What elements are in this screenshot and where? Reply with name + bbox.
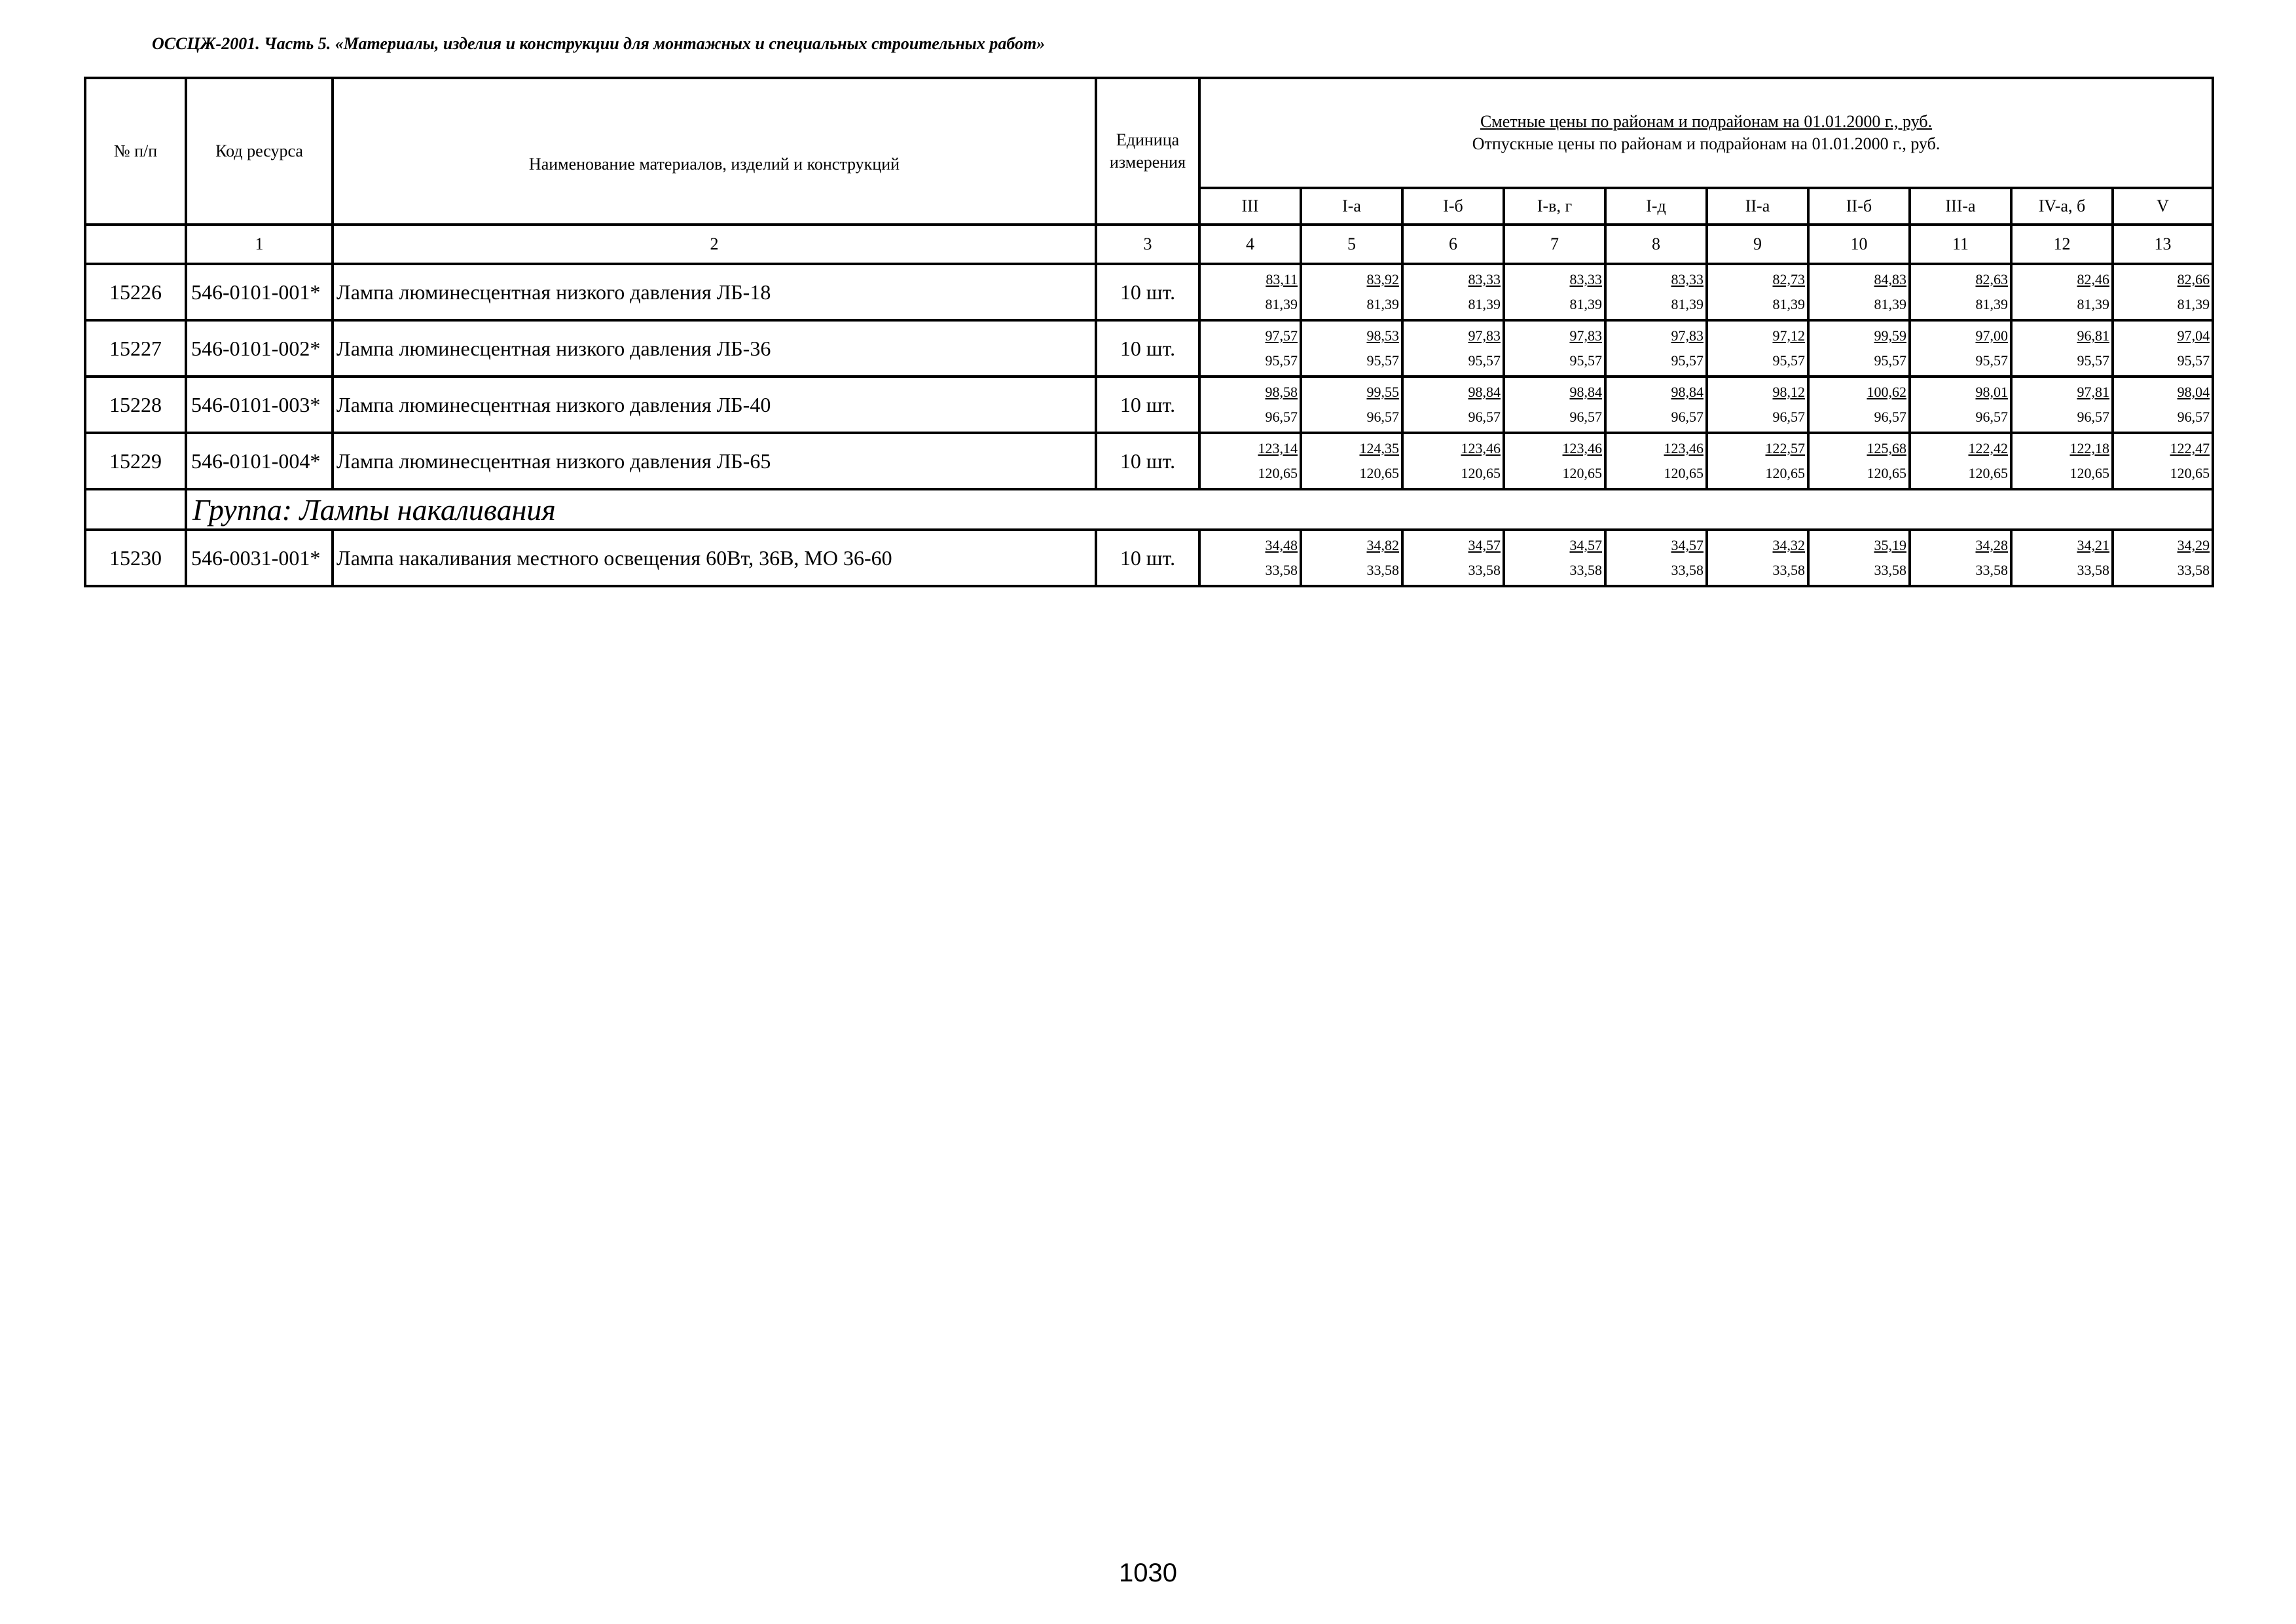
- estimate-price: 83,11: [1266, 271, 1298, 287]
- price-cell: [1199, 530, 1301, 586]
- price-cell: [2113, 264, 2213, 320]
- price-cell: [1504, 433, 1605, 489]
- release-price: 81,39: [1265, 296, 1298, 312]
- header-region: I-б: [1402, 188, 1504, 225]
- estimate-price: 98,12: [1772, 384, 1805, 400]
- header-code: Код ресурса: [186, 78, 333, 225]
- release-price: 95,57: [1468, 352, 1501, 369]
- estimate-price: 122,47: [2170, 440, 2210, 456]
- group-row: [85, 489, 2213, 530]
- release-price: 95,57: [1874, 352, 1906, 369]
- estimate-price: 122,18: [2069, 440, 2109, 456]
- price-cell: [2011, 377, 2113, 433]
- release-price: 95,57: [1569, 352, 1602, 369]
- header-unit: Единица измерения: [1096, 78, 1199, 225]
- estimate-price: 82,73: [1772, 271, 1805, 287]
- estimate-price: 82,46: [2077, 271, 2109, 287]
- price-cell: [1808, 530, 1910, 586]
- price-cell: [2011, 530, 2113, 586]
- release-price: 81,39: [1569, 296, 1602, 312]
- column-number: 7: [1504, 225, 1605, 264]
- header-region: I-в, г: [1504, 188, 1605, 225]
- column-numbers-row: [85, 225, 2213, 264]
- release-price: 120,65: [1461, 465, 1501, 481]
- estimate-price: 83,92: [1366, 271, 1399, 287]
- release-price: 81,39: [1366, 296, 1399, 312]
- release-price: 33,58: [1468, 562, 1501, 578]
- release-price: 95,57: [1772, 352, 1805, 369]
- table-row: [85, 433, 2213, 489]
- release-price: 96,57: [2077, 409, 2109, 425]
- estimate-price: 97,04: [2177, 327, 2210, 344]
- resource-code: 546-0101-003*: [186, 377, 333, 433]
- estimate-price: 97,83: [1468, 327, 1501, 344]
- column-number: 11: [1910, 225, 2011, 264]
- release-price: 81,39: [1772, 296, 1805, 312]
- release-price: 95,57: [2177, 352, 2210, 369]
- group-row-empty: [85, 489, 186, 530]
- estimate-price: 97,12: [1772, 327, 1805, 344]
- material-name: Лампа люминесцентная низкого давления ЛБ-18: [333, 264, 1096, 320]
- estimate-price: 98,53: [1366, 327, 1399, 344]
- price-cell: [1808, 433, 1910, 489]
- column-number: 1: [186, 225, 333, 264]
- price-cell: [1910, 530, 2011, 586]
- price-cell: [2011, 264, 2113, 320]
- estimate-price: 97,81: [2077, 384, 2109, 400]
- row-number: 15226: [85, 264, 186, 320]
- row-number: 15230: [85, 530, 186, 586]
- column-number: 3: [1096, 225, 1199, 264]
- estimate-price: 34,28: [1975, 537, 2008, 553]
- document-header: ОССЦЖ-2001. Часть 5. «Материалы, изделия и конструкции для монтажных и специальных строительных работ»: [152, 34, 1046, 53]
- row-number: 15227: [85, 320, 186, 377]
- release-price: 81,39: [2077, 296, 2109, 312]
- table-row: [85, 320, 2213, 377]
- release-price: 81,39: [1671, 296, 1704, 312]
- price-cell: [1605, 320, 1707, 377]
- price-cell: [1301, 433, 1402, 489]
- column-number: 8: [1605, 225, 1707, 264]
- estimate-price: 123,46: [1562, 440, 1602, 456]
- estimate-price: 98,84: [1468, 384, 1501, 400]
- release-price: 33,58: [1366, 562, 1399, 578]
- price-cell: [1402, 377, 1504, 433]
- column-number: 10: [1808, 225, 1910, 264]
- estimate-price: 97,83: [1671, 327, 1704, 344]
- release-price: 120,65: [1968, 465, 2008, 481]
- price-cell: [1402, 264, 1504, 320]
- header-price-group: [1199, 78, 2213, 188]
- column-number: 12: [2011, 225, 2113, 264]
- release-price: 33,58: [1772, 562, 1805, 578]
- price-cell: [2113, 433, 2213, 489]
- estimate-price: 122,42: [1968, 440, 2008, 456]
- release-price: 120,65: [1562, 465, 1602, 481]
- estimate-price: 100,62: [1867, 384, 1906, 400]
- price-cell: [1707, 377, 1808, 433]
- release-price: 96,57: [1975, 409, 2008, 425]
- price-cell: [1402, 530, 1504, 586]
- price-cell: [1808, 377, 1910, 433]
- price-cell: [1808, 264, 1910, 320]
- release-price: 81,39: [1975, 296, 2008, 312]
- release-price: 95,57: [1975, 352, 2008, 369]
- release-price: 120,65: [1867, 465, 1906, 481]
- header-region: I-д: [1605, 188, 1707, 225]
- estimate-price: 83,33: [1569, 271, 1602, 287]
- price-cell: [1707, 433, 1808, 489]
- release-price: 96,57: [1772, 409, 1805, 425]
- estimate-price: 97,00: [1975, 327, 2008, 344]
- release-price: 120,65: [1359, 465, 1399, 481]
- table-row: [85, 377, 2213, 433]
- estimate-price: 82,63: [1975, 271, 2008, 287]
- row-number: 15228: [85, 377, 186, 433]
- price-cell: [2113, 320, 2213, 377]
- estimate-price: 34,57: [1671, 537, 1704, 553]
- release-price: 33,58: [1569, 562, 1602, 578]
- price-cell: [1402, 433, 1504, 489]
- release-price: 81,39: [1468, 296, 1501, 312]
- release-price: 96,57: [1265, 409, 1298, 425]
- price-cell: [1605, 530, 1707, 586]
- material-name: Лампа люминесцентная низкого давления ЛБ-40: [333, 377, 1096, 433]
- release-price: 120,65: [1258, 465, 1298, 481]
- price-cell: [1301, 264, 1402, 320]
- price-cell: [1808, 320, 1910, 377]
- release-price: 95,57: [2077, 352, 2109, 369]
- price-cell: [1605, 377, 1707, 433]
- estimate-price: 98,01: [1975, 384, 2008, 400]
- price-cell: [1402, 320, 1504, 377]
- estimate-price: 99,59: [1874, 327, 1906, 344]
- price-cell: [1707, 320, 1808, 377]
- estimate-price: 34,82: [1366, 537, 1399, 553]
- estimate-price: 98,58: [1265, 384, 1298, 400]
- release-price: 96,57: [1366, 409, 1399, 425]
- estimate-price: 34,21: [2077, 537, 2109, 553]
- header-price-estimate: Сметные цены по районам и подрайонам на 01.01.2000 г., руб.: [1480, 112, 1933, 131]
- estimate-price: 34,57: [1468, 537, 1501, 553]
- release-price: 81,39: [1874, 296, 1906, 312]
- column-number: 4: [1199, 225, 1301, 264]
- unit-of-measure: 10 шт.: [1096, 377, 1199, 433]
- header-region: IV-а, б: [2011, 188, 2113, 225]
- price-cell: [1504, 320, 1605, 377]
- header-region: V: [2113, 188, 2213, 225]
- estimate-price: 98,84: [1569, 384, 1602, 400]
- price-cell: [2011, 433, 2113, 489]
- estimate-price: 34,29: [2177, 537, 2210, 553]
- estimate-price: 96,81: [2077, 327, 2109, 344]
- price-cell: [1910, 377, 2011, 433]
- release-price: 33,58: [1975, 562, 2008, 578]
- header-region: II-а: [1707, 188, 1808, 225]
- price-cell: [1707, 530, 1808, 586]
- material-name: Лампа накаливания местного освещения 60Вт, 36В, МО 36-60: [333, 530, 1096, 586]
- resource-code: 546-0031-001*: [186, 530, 333, 586]
- release-price: 81,39: [2177, 296, 2210, 312]
- header-region: III-а: [1910, 188, 2011, 225]
- price-cell: [1199, 264, 1301, 320]
- estimate-price: 82,66: [2177, 271, 2210, 287]
- price-cell: [1504, 377, 1605, 433]
- price-cell: [2113, 530, 2213, 586]
- estimate-price: 84,83: [1874, 271, 1906, 287]
- price-cell: [1910, 264, 2011, 320]
- price-cell: [2113, 377, 2213, 433]
- price-cell: [1910, 320, 2011, 377]
- unit-of-measure: 10 шт.: [1096, 320, 1199, 377]
- estimate-price: 122,57: [1765, 440, 1805, 456]
- release-price: 120,65: [1664, 465, 1704, 481]
- release-price: 120,65: [2170, 465, 2210, 481]
- header-region: I-а: [1301, 188, 1402, 225]
- estimate-price: 83,33: [1671, 271, 1704, 287]
- price-cell: [1199, 320, 1301, 377]
- resource-code: 546-0101-004*: [186, 433, 333, 489]
- price-cell: [1301, 377, 1402, 433]
- release-price: 96,57: [1671, 409, 1704, 425]
- price-table: [84, 77, 2214, 587]
- release-price: 95,57: [1366, 352, 1399, 369]
- estimate-price: 97,83: [1569, 327, 1602, 344]
- unit-of-measure: 10 шт.: [1096, 530, 1199, 586]
- estimate-price: 124,35: [1359, 440, 1399, 456]
- header-num: № п/п: [85, 78, 186, 225]
- price-cell: [1199, 433, 1301, 489]
- estimate-price: 98,04: [2177, 384, 2210, 400]
- column-number: 2: [333, 225, 1096, 264]
- material-name: Лампа люминесцентная низкого давления ЛБ-65: [333, 433, 1096, 489]
- estimate-price: 125,68: [1867, 440, 1906, 456]
- column-number: 13: [2113, 225, 2213, 264]
- estimate-price: 34,32: [1772, 537, 1805, 553]
- price-cell: [1199, 377, 1301, 433]
- table-row: [85, 530, 2213, 586]
- release-price: 120,65: [1765, 465, 1805, 481]
- release-price: 96,57: [1874, 409, 1906, 425]
- price-cell: [1605, 264, 1707, 320]
- resource-code: 546-0101-002*: [186, 320, 333, 377]
- estimate-price: 123,46: [1461, 440, 1501, 456]
- estimate-price: 99,55: [1366, 384, 1399, 400]
- release-price: 96,57: [2177, 409, 2210, 425]
- estimate-price: 83,33: [1468, 271, 1501, 287]
- column-number-empty: [85, 225, 186, 264]
- resource-code: 546-0101-001*: [186, 264, 333, 320]
- release-price: 95,57: [1671, 352, 1704, 369]
- estimate-price: 97,57: [1265, 327, 1298, 344]
- price-cell: [1301, 530, 1402, 586]
- header-name: Наименование материалов, изделий и конструкций: [333, 78, 1096, 225]
- column-number: 5: [1301, 225, 1402, 264]
- price-cell: [1504, 530, 1605, 586]
- row-number: 15229: [85, 433, 186, 489]
- material-name: Лампа люминесцентная низкого давления ЛБ-36: [333, 320, 1096, 377]
- release-price: 33,58: [1874, 562, 1906, 578]
- unit-of-measure: 10 шт.: [1096, 264, 1199, 320]
- header-price-release: Отпускные цены по районам и подрайонам на 01.01.2000 г., руб.: [1472, 134, 1941, 153]
- estimate-price: 123,14: [1258, 440, 1298, 456]
- release-price: 33,58: [2177, 562, 2210, 578]
- estimate-price: 123,46: [1664, 440, 1704, 456]
- unit-of-measure: 10 шт.: [1096, 433, 1199, 489]
- price-cell: [2011, 320, 2113, 377]
- header-region: III: [1199, 188, 1301, 225]
- estimate-price: 34,57: [1569, 537, 1602, 553]
- release-price: 95,57: [1265, 352, 1298, 369]
- estimate-price: 35,19: [1874, 537, 1906, 553]
- price-cell: [1707, 264, 1808, 320]
- group-title: Группа: Лампы накаливания: [186, 489, 2213, 530]
- estimate-price: 98,84: [1671, 384, 1704, 400]
- release-price: 33,58: [1265, 562, 1298, 578]
- release-price: 33,58: [1671, 562, 1704, 578]
- header-region: II-б: [1808, 188, 1910, 225]
- release-price: 120,65: [2069, 465, 2109, 481]
- price-cell: [1605, 433, 1707, 489]
- page-number: 1030: [1119, 1559, 1177, 1587]
- column-number: 6: [1402, 225, 1504, 264]
- price-cell: [1504, 264, 1605, 320]
- release-price: 96,57: [1569, 409, 1602, 425]
- column-number: 9: [1707, 225, 1808, 264]
- table-row: [85, 264, 2213, 320]
- release-price: 33,58: [2077, 562, 2109, 578]
- release-price: 96,57: [1468, 409, 1501, 425]
- price-cell: [1910, 433, 2011, 489]
- price-cell: [1301, 320, 1402, 377]
- estimate-price: 34,48: [1265, 537, 1298, 553]
